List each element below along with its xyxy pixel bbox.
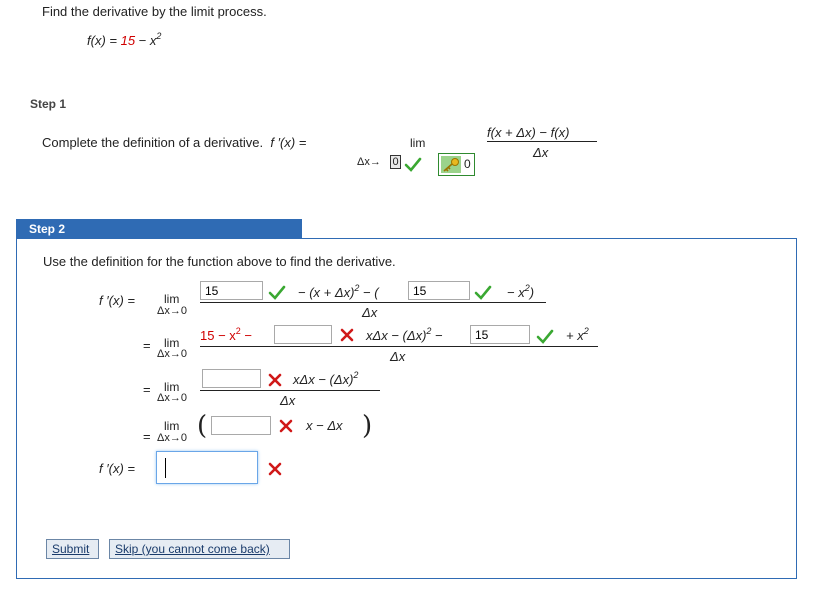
step1-key-value: 0 xyxy=(464,157,471,171)
row4-lim: lim xyxy=(164,419,180,433)
row1-lim: lim xyxy=(164,292,180,306)
row3-lim: lim xyxy=(164,380,180,394)
row2-lim-sub: Δx→0 xyxy=(157,348,187,360)
row2-mid-minus: − xyxy=(431,328,443,343)
submit-button[interactable]: Submit xyxy=(46,539,99,559)
row2-lim: lim xyxy=(164,336,180,350)
row2-prefix-minus: − xyxy=(240,328,253,343)
row3-den: Δx xyxy=(280,393,296,408)
row1-close-exp: 2 xyxy=(524,283,530,293)
cross-icon xyxy=(268,462,282,476)
row1-fprime: f ′(x) = xyxy=(99,293,136,308)
cross-icon xyxy=(268,373,282,387)
function-lhs: f(x) = xyxy=(87,33,121,48)
skip-button[interactable]: Skip (you cannot come back) xyxy=(109,539,290,559)
step1-frac-den: Δx xyxy=(533,145,549,160)
row1-frac-line xyxy=(200,302,546,303)
step2-panel xyxy=(16,238,797,579)
row1-close-text: − x xyxy=(507,285,525,300)
row1-mid-exp: 2 xyxy=(354,283,360,293)
cross-icon xyxy=(279,419,293,433)
problem-function xyxy=(87,31,161,48)
text-caret xyxy=(165,458,166,478)
row3-eq: = xyxy=(143,382,151,397)
row1-close-paren: ) xyxy=(529,285,535,300)
row3-mid-text: xΔx − (Δx) xyxy=(293,372,354,387)
answer-lhs: f ′(x) = xyxy=(99,461,136,476)
row3-mid xyxy=(293,370,358,387)
row3-input-1[interactable] xyxy=(202,369,261,388)
row4-input-1[interactable] xyxy=(211,416,271,435)
row4-mid: x − Δx xyxy=(306,418,343,433)
step1-prompt xyxy=(42,135,306,150)
row2-prefix-text: 15 − x xyxy=(200,328,236,343)
step1-lim-box[interactable]: 0 xyxy=(390,155,401,169)
row2-mid-text: xΔx − (Δx) xyxy=(366,328,427,343)
step1-key-box[interactable] xyxy=(438,153,475,176)
answer-input[interactable] xyxy=(156,451,258,484)
row3-frac-line xyxy=(200,390,380,391)
row2-input-2[interactable] xyxy=(470,325,530,344)
row1-den: Δx xyxy=(362,305,378,320)
step2-header xyxy=(16,219,302,239)
row4-lim-sub: Δx→0 xyxy=(157,432,187,444)
row1-close xyxy=(507,283,534,300)
row2-mid xyxy=(366,326,443,343)
row1-input-1[interactable] xyxy=(200,281,263,300)
row2-den: Δx xyxy=(390,349,406,364)
step1-frac-num: f(x + Δx) − f(x) xyxy=(487,125,570,140)
function-exponent: 2 xyxy=(156,31,162,41)
row2-prefix xyxy=(200,326,252,343)
row2-tail-exp: 2 xyxy=(583,326,589,336)
check-icon xyxy=(404,156,422,172)
row3-lim-sub: Δx→0 xyxy=(157,392,187,404)
row1-lim-sub: Δx→0 xyxy=(157,305,187,317)
key-icon xyxy=(441,156,461,173)
step1-frac-line xyxy=(487,141,597,142)
step2-prompt: Use the definition for the function above to find the derivative. xyxy=(43,254,396,269)
row2-input-1[interactable] xyxy=(274,325,332,344)
step1-prompt-text: Complete the definition of a derivative. xyxy=(42,135,264,150)
row1-mid-text: − (x + Δx) xyxy=(298,285,355,300)
check-icon xyxy=(474,284,492,300)
row2-prefix-exp: 2 xyxy=(235,326,241,336)
row4-open-paren: ( xyxy=(197,411,208,441)
step2-label: Step 2 xyxy=(29,222,66,236)
row4-eq: = xyxy=(143,429,151,444)
row1-mid xyxy=(298,283,379,300)
row2-mid-exp: 2 xyxy=(426,326,432,336)
row3-mid-exp: 2 xyxy=(353,370,359,380)
step1-fprime: f ′(x) = xyxy=(270,135,307,150)
problem-instruction: Find the derivative by the limit process. xyxy=(42,4,267,19)
step1-lim: lim xyxy=(410,136,426,150)
row4-close-paren: ) xyxy=(362,411,373,441)
function-constant: 15 xyxy=(120,33,136,48)
step1-lim-sub: Δx→ xyxy=(357,156,381,168)
row2-eq: = xyxy=(143,338,151,353)
check-icon xyxy=(268,284,286,300)
row2-frac-line xyxy=(200,346,598,347)
cross-icon xyxy=(340,328,354,342)
row2-tail-text: + x xyxy=(566,328,584,343)
step1-label: Step 1 xyxy=(30,97,67,111)
check-icon xyxy=(536,328,554,344)
function-rest: − x xyxy=(135,33,157,48)
row1-input-2[interactable] xyxy=(408,281,470,300)
row2-tail xyxy=(566,326,589,343)
row1-open: − ( xyxy=(359,285,379,300)
